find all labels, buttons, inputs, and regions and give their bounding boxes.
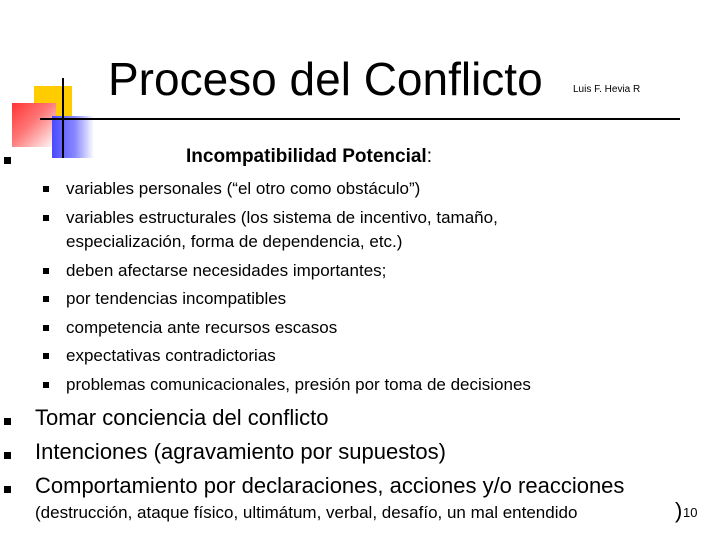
sub-bullet-item: competencia ante recursos escasos <box>66 318 338 337</box>
red-square-decoration <box>12 103 56 147</box>
bullet-square-icon <box>4 486 11 493</box>
sub-bullet-item: variables personales (“el otro como obstáculo”) <box>66 179 421 198</box>
main-bullet-item: Comportamiento por declaraciones, acciones y/o reacciones <box>35 473 625 498</box>
bullet-continuation: (destrucción, ataque físico, ultimátum, verbal, desafío, un mal entendido <box>35 503 578 522</box>
sub-bullet-item: deben afectarse necesidades importantes; <box>66 261 387 280</box>
horizontal-rule <box>40 118 680 120</box>
page-number: 10 <box>683 505 698 520</box>
bullet-square-icon <box>4 452 11 459</box>
bullet-square-icon <box>43 268 49 274</box>
slide-title: Proceso del Conflicto <box>108 53 543 105</box>
bullet-square-icon <box>43 296 49 302</box>
bullet-square-icon <box>43 382 49 388</box>
sub-bullet-item: por tendencias incompatibles <box>66 289 287 308</box>
bullet-square-icon <box>43 353 49 359</box>
bullet-square-icon <box>4 157 11 164</box>
sub-bullet-continuation: especialización, forma de dependencia, etc.) <box>66 232 403 251</box>
heading-text: Incompatibilidad Potencial <box>186 146 427 167</box>
sub-bullet-item: variables estructurales (los sistema de incentivo, tamaño, <box>66 208 498 227</box>
bullet-square-icon <box>43 325 49 331</box>
bullet-square-icon <box>43 215 49 221</box>
blue-square-decoration <box>52 116 94 158</box>
sub-bullet-item: expectativas contradictorias <box>66 346 276 365</box>
bullet-square-icon <box>4 418 11 425</box>
bullet-square-icon <box>43 186 49 192</box>
main-bullet-item: Intenciones (agravamiento por supuestos) <box>35 439 446 464</box>
main-bullet-item: Tomar conciencia del conflicto <box>35 405 329 430</box>
heading-colon: : <box>426 146 432 167</box>
section-heading <box>186 146 432 168</box>
sub-bullet-item: problemas comunicacionales, presión por toma de decisiones <box>66 375 531 394</box>
author-label: Luis F. Hevia R <box>573 84 641 95</box>
closing-paren: ) <box>675 498 683 523</box>
